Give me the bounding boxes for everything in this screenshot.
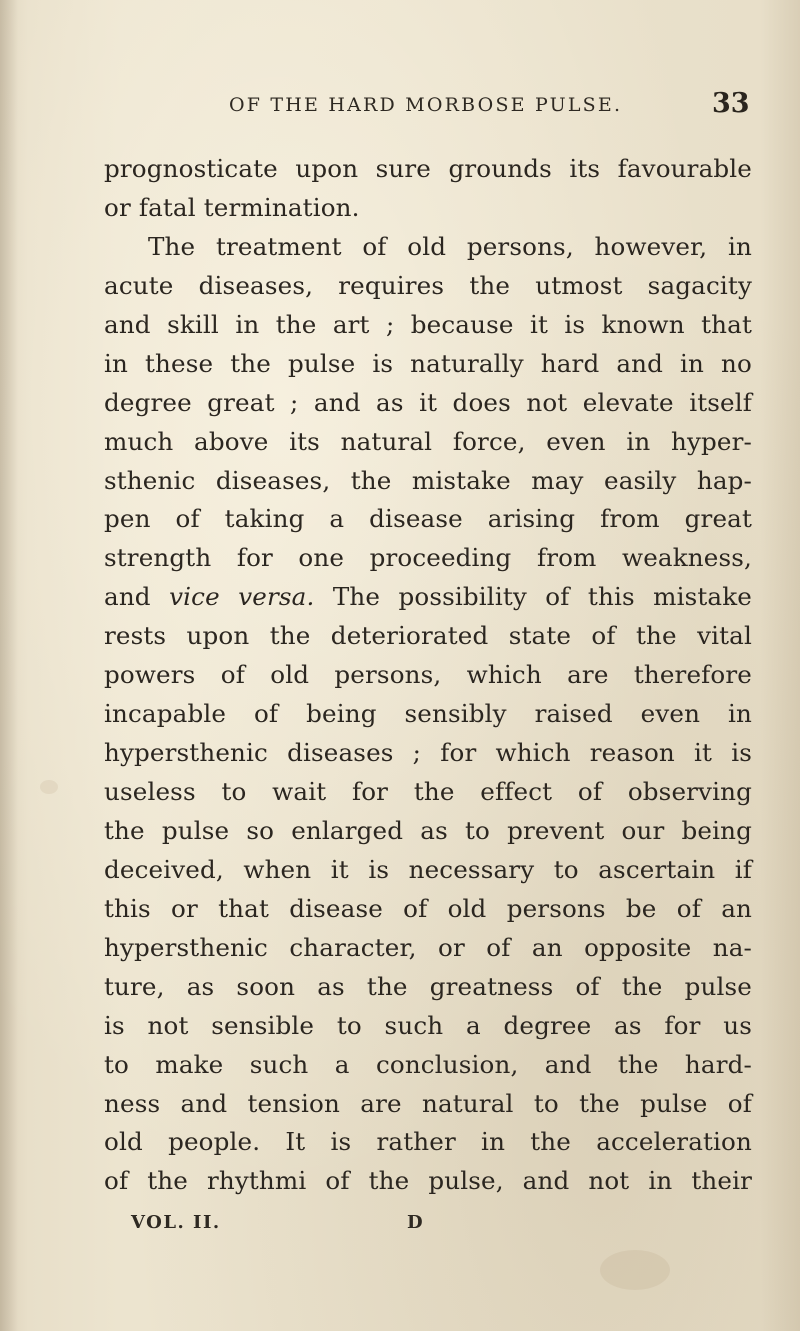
page-footer bbox=[0, 1212, 800, 1242]
page-gutter-shadow bbox=[0, 0, 18, 1331]
text-line: old people. It is rather in the acceleration bbox=[104, 1127, 752, 1157]
text-line: and skill in the art ; because it is known that bbox=[104, 309, 752, 339]
foxing-spot bbox=[600, 1250, 670, 1290]
text-line: prognosticate upon sure grounds its favourable bbox=[104, 154, 752, 183]
text-line: to make such a conclusion, and the hard- bbox=[104, 1049, 752, 1079]
running-head bbox=[0, 88, 800, 124]
text-line: hypersthenic diseases ; for which reason it is bbox=[104, 738, 752, 768]
text-line: in these the pulse is naturally hard and in no bbox=[104, 348, 752, 378]
text-line: rests upon the deteriorated state of the vital bbox=[104, 621, 752, 651]
italic-phrase: vice versa. bbox=[169, 582, 315, 612]
text-segment: The possibility of this mistake bbox=[314, 582, 752, 612]
text-line: or fatal termination. bbox=[104, 192, 360, 222]
page-number: 33 bbox=[712, 88, 750, 119]
text-line: strength for one proceeding from weakness, bbox=[104, 543, 752, 573]
volume-mark: VOL. II. bbox=[131, 1212, 221, 1233]
paragraph-start-line: The treatment of old persons, however, in bbox=[148, 231, 752, 261]
text-line: the pulse so enlarged as to prevent our being bbox=[104, 815, 752, 845]
text-line: sthenic diseases, the mistake may easily hap- bbox=[104, 465, 752, 495]
signature-mark: D bbox=[407, 1212, 423, 1233]
text-line: of the rhythmi of the pulse, and not in their bbox=[104, 1166, 752, 1196]
text-line: hypersthenic character, or of an opposite na- bbox=[104, 932, 752, 962]
text-line-with-italic bbox=[104, 578, 752, 617]
text-line: deceived, when it is necessary to ascertain if bbox=[104, 854, 752, 884]
text-line: pen of taking a disease arising from great bbox=[104, 504, 752, 534]
text-line: this or that disease of old persons be of an bbox=[104, 893, 752, 923]
text-line: is not sensible to such a degree as for us bbox=[104, 1010, 752, 1040]
text-line: much above its natural force, even in hyper- bbox=[104, 426, 752, 456]
body-text bbox=[104, 150, 752, 1201]
text-line: degree great ; and as it does not elevate itself bbox=[104, 387, 752, 417]
text-line: useless to wait for the effect of observing bbox=[104, 777, 752, 806]
text-line: powers of old persons, which are therefore bbox=[104, 660, 752, 690]
text-line: ture, as soon as the greatness of the pulse bbox=[104, 971, 752, 1001]
text-segment: and bbox=[104, 582, 170, 612]
foxing-spot bbox=[40, 780, 58, 794]
running-title: OF THE HARD MORBOSE PULSE. bbox=[229, 94, 623, 116]
text-line: incapable of being sensibly raised even in bbox=[104, 699, 752, 729]
text-line: acute diseases, requires the utmost sagacity bbox=[104, 270, 752, 300]
text-line: ness and tension are natural to the pulse of bbox=[104, 1088, 752, 1118]
